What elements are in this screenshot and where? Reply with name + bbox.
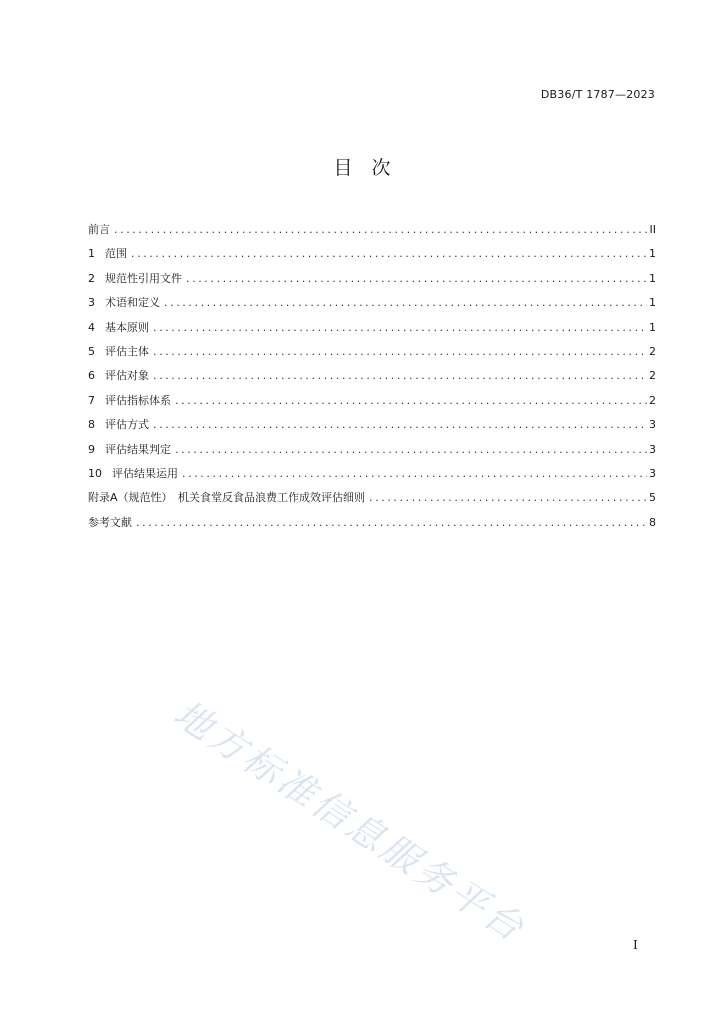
- toc-entry-title: 评估结果运用: [112, 466, 178, 480]
- toc-entry-title: 前言: [88, 223, 110, 236]
- toc-entry-number: 10: [88, 466, 102, 480]
- toc-entry-number: 6: [88, 369, 95, 383]
- toc-entry-page: II: [649, 223, 656, 236]
- standard-code: DB36/T 1787—2023: [540, 88, 655, 101]
- toc-entry-page: 3: [649, 418, 656, 432]
- toc-entry-number: 9: [88, 442, 95, 456]
- toc-leader-dots: [186, 267, 647, 291]
- toc-entry-number: 3: [88, 296, 95, 310]
- toc-entry-title: 基本原则: [105, 320, 149, 334]
- toc-entry-page: 8: [649, 515, 656, 529]
- toc-leader-dots: [175, 389, 647, 413]
- toc-entry-page: 2: [649, 369, 656, 383]
- toc-entry-page: 5: [649, 491, 656, 505]
- toc-leader-dots: [114, 218, 648, 242]
- toc-entry-title: 评估对象: [105, 369, 149, 383]
- toc-entry-title: 评估方式: [105, 418, 149, 432]
- toc-entry-title: 参考文献: [88, 515, 132, 529]
- toc-entry-page: 1: [649, 247, 656, 261]
- toc-entry-result-application[interactable]: [88, 462, 656, 486]
- toc-entry-terms-definitions[interactable]: [88, 291, 656, 315]
- toc-entry-title: 评估结果判定: [105, 442, 171, 456]
- toc-entry-number: 4: [88, 320, 95, 334]
- toc-leader-dots: [182, 462, 647, 486]
- toc-entry-page: 2: [649, 344, 656, 358]
- toc-entry-title: 评估指标体系: [105, 393, 171, 407]
- toc-entry-foreword[interactable]: [88, 218, 656, 242]
- toc-entry-title: 规范性引用文件: [105, 271, 182, 285]
- toc-entry-assessment-subject[interactable]: [88, 340, 656, 364]
- toc-entry-number: 1: [88, 247, 95, 261]
- toc-entry-appendix-a[interactable]: [88, 486, 656, 510]
- toc-entry-number: 7: [88, 393, 95, 407]
- toc-leader-dots: [153, 413, 647, 437]
- toc-leader-dots: [153, 316, 647, 340]
- toc-entry-normative-references[interactable]: [88, 267, 656, 291]
- toc-entry-number: 2: [88, 271, 95, 285]
- toc-entry-page: 3: [649, 466, 656, 480]
- toc-entry-page: 1: [649, 271, 656, 285]
- toc-entry-indicator-system[interactable]: [88, 389, 656, 413]
- toc-entry-basic-principles[interactable]: [88, 316, 656, 340]
- toc-entry-page: 2: [649, 393, 656, 407]
- toc-entry-number: 8: [88, 418, 95, 432]
- toc-entry-title: 范围: [105, 247, 127, 261]
- toc-entry-scope[interactable]: [88, 242, 656, 266]
- toc-entry-page: 1: [649, 320, 656, 334]
- toc-leader-dots: [153, 364, 647, 388]
- toc-leader-dots: [153, 340, 647, 364]
- toc-entry-title: 评估主体: [105, 344, 149, 358]
- toc-leader-dots: [175, 438, 647, 462]
- toc-entry-number: 5: [88, 344, 95, 358]
- page-number: I: [633, 938, 638, 952]
- toc-entry-assessment-method[interactable]: [88, 413, 656, 437]
- toc-entry-result-judgment[interactable]: [88, 438, 656, 462]
- toc-leader-dots: [136, 511, 647, 535]
- table-of-contents: [88, 218, 656, 535]
- toc-leader-dots: [131, 242, 647, 266]
- toc-entry-title: 附录A（规范性） 机关食堂反食品浪费工作成效评估细则: [88, 491, 366, 505]
- watermark: 地方标准信息服务平台: [166, 691, 534, 952]
- page-title: 目 次: [333, 157, 391, 179]
- toc-entry-page: 3: [649, 442, 656, 456]
- toc-leader-dots: [164, 291, 647, 315]
- toc-leader-dots: [369, 486, 647, 510]
- toc-entry-title: 术语和定义: [105, 296, 160, 310]
- toc-entry-bibliography[interactable]: [88, 511, 656, 535]
- toc-entry-page: 1: [649, 296, 656, 310]
- toc-entry-assessment-object[interactable]: [88, 364, 656, 388]
